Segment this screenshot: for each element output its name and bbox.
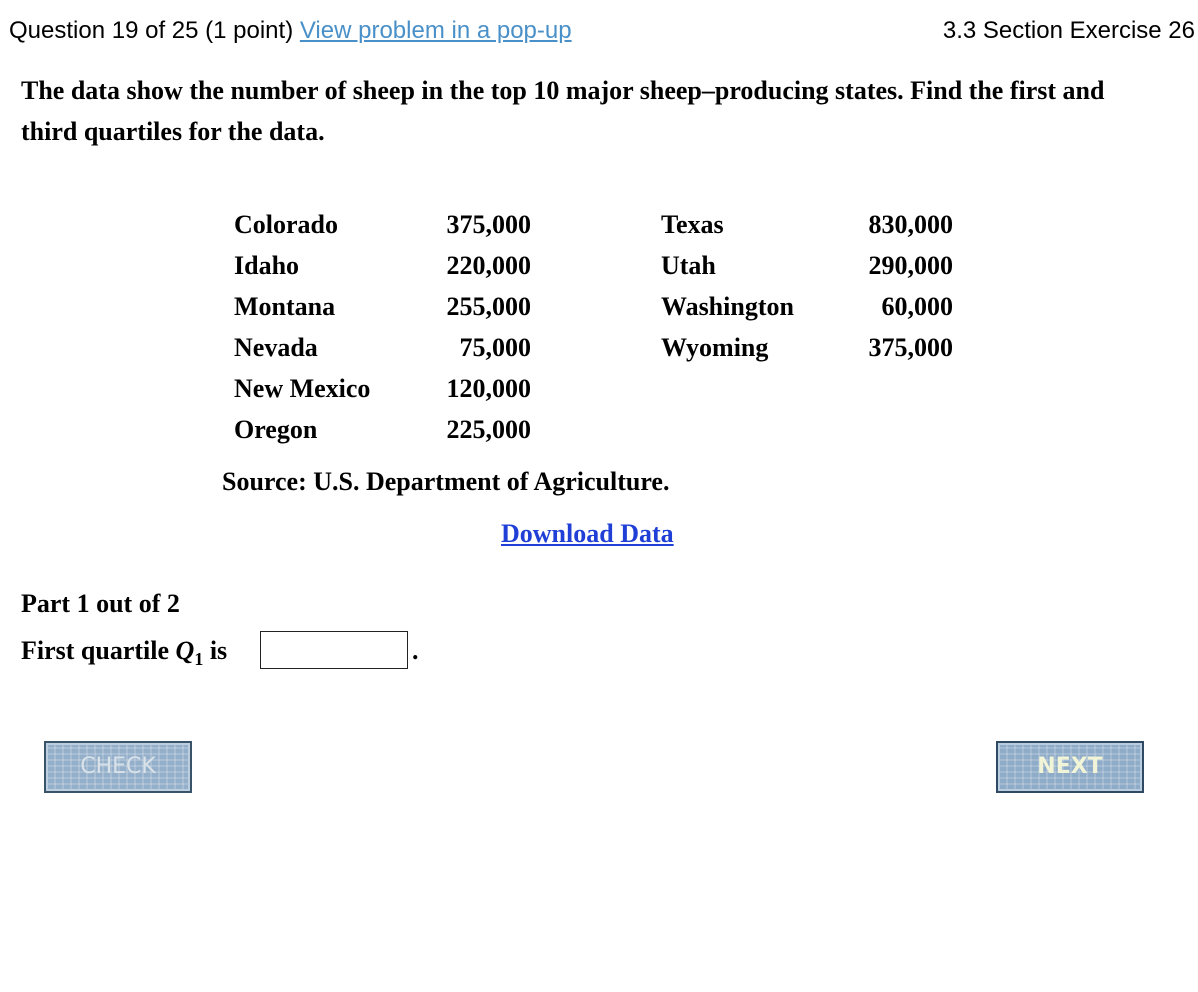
prompt-prefix: First quartile — [21, 636, 170, 665]
state-name: Idaho — [234, 251, 300, 280]
prompt-suffix: is — [209, 636, 228, 665]
state-name: Oregon — [234, 415, 318, 444]
quartile-subscript: 1 — [194, 649, 204, 669]
section-label: 3.3 Section Exercise 26 — [942, 17, 1195, 44]
sheep-count: 75,000 — [459, 333, 531, 362]
check-button[interactable]: CHECK — [44, 741, 192, 793]
state-name: Wyoming — [661, 333, 769, 362]
state-name: Texas — [661, 210, 724, 239]
quartile-variable: Q — [175, 636, 195, 665]
sheep-count: 830,000 — [868, 210, 953, 239]
next-button[interactable]: NEXT — [996, 741, 1144, 793]
state-name: Colorado — [234, 210, 338, 239]
sentence-period: . — [412, 636, 419, 665]
sheep-count: 225,000 — [446, 415, 531, 444]
state-name: New Mexico — [234, 374, 371, 403]
sheep-count: 375,000 — [446, 210, 531, 239]
header-left — [9, 14, 572, 48]
state-name: Nevada — [234, 333, 318, 362]
sheep-count: 220,000 — [446, 251, 531, 280]
sheep-count: 120,000 — [446, 374, 531, 403]
data-source: Source: U.S. Department of Agriculture. — [222, 467, 670, 496]
question-label: Question 19 of 25 (1 point) — [9, 17, 294, 44]
sheep-count: 375,000 — [868, 333, 953, 362]
view-popup-link[interactable]: View problem in a pop-up — [299, 17, 572, 44]
question-header — [9, 14, 1195, 48]
part-label: Part 1 out of 2 — [21, 589, 180, 618]
quartile-prompt — [21, 630, 227, 672]
sheep-count: 255,000 — [446, 292, 531, 321]
first-quartile-input[interactable] — [260, 631, 408, 669]
sheep-count: 60,000 — [881, 292, 953, 321]
sheep-count: 290,000 — [868, 251, 953, 280]
state-name: Washington — [661, 292, 794, 321]
download-data-link[interactable]: Download Data — [501, 519, 674, 548]
problem-statement: The data show the number of sheep in the top 10 major sheep–producing states. Find the first and third quartiles for the data. — [21, 76, 1105, 146]
state-name: Utah — [661, 251, 716, 280]
state-name: Montana — [234, 292, 336, 321]
